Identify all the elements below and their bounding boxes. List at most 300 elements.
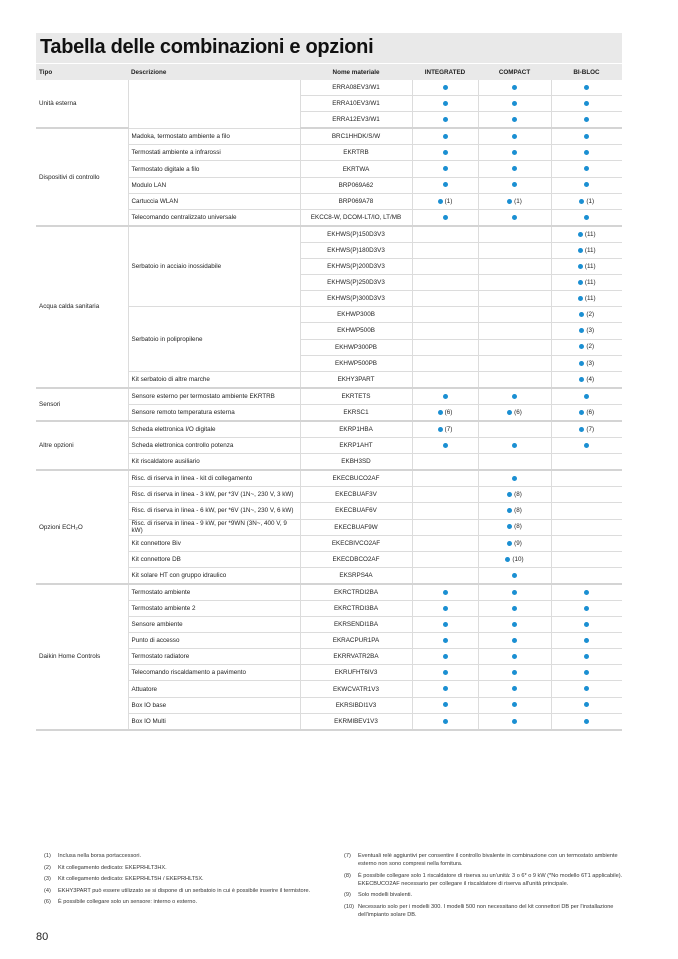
material-name: ERRA08EV3/W1 (300, 80, 412, 96)
footnote (44, 875, 334, 883)
availability-compact (478, 713, 551, 730)
availability-integrated (412, 584, 478, 601)
available-dot-icon (512, 622, 517, 627)
available-dot-icon (512, 719, 517, 724)
availability-bi-bloc (551, 339, 622, 355)
available-dot-icon (438, 410, 443, 415)
available-dot-icon (512, 590, 517, 595)
availability-bi-bloc (551, 404, 622, 421)
available-dot-icon (443, 622, 448, 627)
footnote-ref: (10) (512, 555, 524, 563)
available-dot-icon (584, 85, 589, 90)
availability-integrated (412, 177, 478, 193)
availability-integrated (412, 567, 478, 584)
availability-integrated (412, 404, 478, 421)
available-dot-icon (512, 215, 517, 220)
available-dot-icon (512, 134, 517, 139)
header-integrated: INTEGRATED (412, 64, 478, 80)
footnote-text: Solo modelli bivalenti. (358, 892, 413, 898)
available-dot-icon (443, 215, 448, 220)
material-name: EKHY3PART (300, 371, 412, 388)
available-dot-icon (584, 638, 589, 643)
availability-compact (478, 355, 551, 371)
material-name: EKECBIVCO2AF (300, 535, 412, 551)
available-dot-icon (443, 117, 448, 122)
footnote-ref: (8) (514, 507, 522, 515)
available-dot-icon (438, 199, 443, 204)
material-name: EKRTWA (300, 161, 412, 177)
available-dot-icon (507, 541, 512, 546)
available-dot-icon (578, 280, 583, 285)
available-dot-icon (507, 199, 512, 204)
availability-compact (478, 339, 551, 355)
row-type: Unità esterna (36, 80, 128, 128)
availability-compact (478, 209, 551, 226)
availability-integrated (412, 388, 478, 405)
availability-compact (478, 487, 551, 503)
available-dot-icon (512, 670, 517, 675)
available-dot-icon (512, 85, 517, 90)
header-tipo: Tipo (36, 64, 128, 80)
available-dot-icon (512, 638, 517, 643)
availability-bi-bloc (551, 584, 622, 601)
availability-compact (478, 323, 551, 339)
availability-bi-bloc (551, 551, 622, 567)
available-dot-icon (438, 427, 443, 432)
available-dot-icon (584, 134, 589, 139)
header-nome-materiale: Nome materiale (300, 64, 412, 80)
available-dot-icon (505, 557, 510, 562)
availability-bi-bloc (551, 617, 622, 633)
material-name: EKECBUAF3V (300, 487, 412, 503)
row-description: Serbatoio in acciaio inossidabile (128, 226, 300, 307)
footnote-text: Necessario solo per i modelli 300. I modelli 500 non necessitano del kit connettori DB per l'installazione dell'impianto solare DB. (358, 903, 614, 918)
available-dot-icon (507, 508, 512, 513)
combinations-table (36, 64, 622, 731)
footnote-number: (2) (44, 864, 51, 871)
availability-compact (478, 697, 551, 713)
row-type: Sensori (36, 388, 128, 421)
availability-bi-bloc (551, 209, 622, 226)
availability-integrated (412, 307, 478, 323)
availability-integrated (412, 487, 478, 503)
availability-compact (478, 601, 551, 617)
header-compact: COMPACT (478, 64, 551, 80)
row-description: Madoka, termostato ambiente a filo (128, 128, 300, 145)
availability-integrated (412, 601, 478, 617)
material-name: EKECDBCO2AF (300, 551, 412, 567)
footnote (344, 891, 634, 899)
availability-integrated (412, 145, 478, 161)
availability-integrated (412, 96, 478, 112)
availability-compact (478, 128, 551, 145)
available-dot-icon (579, 344, 584, 349)
footnote-number: (4) (44, 887, 51, 894)
row-description: Risc. di riserva in linea - 3 kW, per *3V (1N~, 230 V, 3 kW) (128, 487, 300, 503)
availability-compact (478, 371, 551, 388)
availability-integrated (412, 275, 478, 291)
row-description: Kit riscaldatore ausiliario (128, 454, 300, 471)
availability-bi-bloc (551, 177, 622, 193)
availability-integrated (412, 291, 478, 307)
availability-compact (478, 307, 551, 323)
footnote-ref: (11) (584, 279, 596, 287)
available-dot-icon (443, 166, 448, 171)
availability-bi-bloc (551, 487, 622, 503)
availability-bi-bloc (551, 96, 622, 112)
availability-integrated (412, 649, 478, 665)
availability-integrated (412, 421, 478, 438)
availability-integrated (412, 665, 478, 681)
availability-integrated (412, 713, 478, 730)
available-dot-icon (512, 654, 517, 659)
available-dot-icon (584, 622, 589, 627)
availability-integrated (412, 535, 478, 551)
availability-integrated (412, 112, 478, 129)
footnote-ref: (9) (514, 539, 522, 547)
header-descrizione: Descrizione (128, 64, 300, 80)
availability-compact (478, 388, 551, 405)
available-dot-icon (584, 101, 589, 106)
material-name: EKHWS(P)300D3V3 (300, 291, 412, 307)
row-description: Termostato digitale a filo (128, 161, 300, 177)
material-name: BRP069A78 (300, 193, 412, 209)
available-dot-icon (578, 296, 583, 301)
availability-compact (478, 649, 551, 665)
header-bi-bloc: BI-BLOC (551, 64, 622, 80)
available-dot-icon (584, 443, 589, 448)
table-row (36, 226, 622, 243)
availability-compact (478, 681, 551, 697)
material-name: EKRCTRDI2BA (300, 584, 412, 601)
row-description: Risc. di riserva in linea - kit di collegamento (128, 470, 300, 487)
material-name: EKRMIBEV1V3 (300, 713, 412, 730)
footnote-ref: (11) (584, 246, 596, 254)
available-dot-icon (512, 443, 517, 448)
availability-bi-bloc (551, 371, 622, 388)
available-dot-icon (579, 377, 584, 382)
material-name: EKECBUAF6V (300, 503, 412, 519)
available-dot-icon (512, 101, 517, 106)
availability-integrated (412, 519, 478, 535)
available-dot-icon (443, 85, 448, 90)
available-dot-icon (584, 215, 589, 220)
material-name: EKSRPS4A (300, 567, 412, 584)
available-dot-icon (512, 150, 517, 155)
availability-bi-bloc (551, 242, 622, 258)
row-description: Risc. di riserva in linea - 9 kW, per *9WN (3N~, 400 V, 9 kW) (128, 519, 300, 535)
availability-integrated (412, 681, 478, 697)
availability-integrated (412, 193, 478, 209)
material-name: EKRP1AHT (300, 438, 412, 454)
available-dot-icon (443, 150, 448, 155)
availability-integrated (412, 438, 478, 454)
available-dot-icon (507, 492, 512, 497)
footnote-number: (1) (44, 853, 51, 859)
material-name: BRP069A62 (300, 177, 412, 193)
availability-bi-bloc (551, 193, 622, 209)
available-dot-icon (443, 134, 448, 139)
availability-bi-bloc (551, 291, 622, 307)
material-name: EKHWP300B (300, 307, 412, 323)
footnote (44, 898, 334, 906)
footnote-ref: (6) (586, 408, 595, 416)
available-dot-icon (443, 394, 448, 399)
row-description: Serbatoio in polipropilene (128, 307, 300, 371)
availability-integrated (412, 633, 478, 649)
footnote-text: Inclusa nella borsa portaccessori. (58, 853, 142, 859)
available-dot-icon (512, 686, 517, 691)
availability-compact (478, 617, 551, 633)
material-name: EKRTRB (300, 145, 412, 161)
footnote-ref: (4) (586, 375, 595, 383)
material-name: EKECBUCO2AF (300, 470, 412, 487)
material-name: EKHWS(P)180D3V3 (300, 242, 412, 258)
availability-bi-bloc (551, 665, 622, 681)
availability-integrated (412, 161, 478, 177)
footnote (344, 852, 634, 868)
footnote-ref: (7) (444, 425, 453, 433)
available-dot-icon (443, 101, 448, 106)
availability-bi-bloc (551, 438, 622, 454)
available-dot-icon (579, 410, 584, 415)
footnote-text: È possibile collegare solo 1 riscaldatore di riserva su un'unità: 3 o 6* o 9 kW (*No modello 6T1 applicabile). EKECBUCO2AF necessario per collegare il riscaldatore di riserva all'unità principale. (358, 872, 623, 887)
title-band (36, 33, 622, 63)
availability-compact (478, 96, 551, 112)
availability-bi-bloc (551, 454, 622, 471)
availability-integrated (412, 454, 478, 471)
available-dot-icon (443, 654, 448, 659)
row-description: Cartuccia WLAN (128, 193, 300, 209)
material-name: EKRSIBDI1V3 (300, 697, 412, 713)
page-number: 80 (36, 931, 49, 943)
availability-bi-bloc (551, 307, 622, 323)
footnote-ref: (1) (444, 197, 453, 205)
row-description: Sensore esterno per termostato ambiente EKRTRB (128, 388, 300, 405)
available-dot-icon (579, 328, 584, 333)
availability-compact (478, 404, 551, 421)
footnote-number: (8) (344, 872, 351, 879)
footnote-ref: (3) (586, 359, 595, 367)
availability-bi-bloc (551, 713, 622, 730)
availability-bi-bloc (551, 633, 622, 649)
availability-compact (478, 80, 551, 96)
available-dot-icon (443, 590, 448, 595)
availability-bi-bloc (551, 355, 622, 371)
footnote-number: (9) (344, 892, 351, 898)
row-type: Opzioni ECH₂O (36, 470, 128, 584)
availability-integrated (412, 209, 478, 226)
footnote (44, 852, 334, 860)
available-dot-icon (512, 702, 517, 707)
available-dot-icon (584, 686, 589, 691)
availability-bi-bloc (551, 649, 622, 665)
footnote-number: (3) (44, 876, 51, 882)
material-name: ERRA10EV3/W1 (300, 96, 412, 112)
availability-bi-bloc (551, 681, 622, 697)
footnote (344, 872, 634, 888)
availability-bi-bloc (551, 80, 622, 96)
availability-integrated (412, 617, 478, 633)
available-dot-icon (443, 719, 448, 724)
row-description: Kit serbatoio di altre marche (128, 371, 300, 388)
availability-compact (478, 535, 551, 551)
material-name: EKHWS(P)250D3V3 (300, 275, 412, 291)
available-dot-icon (584, 606, 589, 611)
footnote-ref: (2) (586, 343, 595, 351)
table-row (36, 128, 622, 145)
available-dot-icon (584, 182, 589, 187)
available-dot-icon (584, 394, 589, 399)
available-dot-icon (512, 166, 517, 171)
available-dot-icon (443, 606, 448, 611)
row-type: Dispositivi di controllo (36, 128, 128, 226)
available-dot-icon (579, 361, 584, 366)
material-name: EKCC8-W, DCOM-LT/IO, LT/MB (300, 209, 412, 226)
row-type: Daikin Home Controls (36, 584, 128, 730)
availability-compact (478, 161, 551, 177)
availability-compact (478, 519, 551, 535)
availability-compact (478, 470, 551, 487)
availability-compact (478, 454, 551, 471)
available-dot-icon (512, 573, 517, 578)
availability-bi-bloc (551, 601, 622, 617)
footnote-ref: (6) (444, 408, 453, 416)
material-name: EKHWP500PB (300, 355, 412, 371)
row-description: Termostato radiatore (128, 649, 300, 665)
availability-compact (478, 584, 551, 601)
availability-compact (478, 665, 551, 681)
availability-compact (478, 438, 551, 454)
footnote-ref: (6) (514, 408, 522, 416)
availability-bi-bloc (551, 503, 622, 519)
footnote-ref: (1) (514, 197, 522, 205)
row-description: Punto di accesso (128, 633, 300, 649)
footnote (44, 887, 334, 895)
row-description: Kit connettore Biv (128, 535, 300, 551)
row-description: Telecomando riscaldamento a pavimento (128, 665, 300, 681)
available-dot-icon (443, 443, 448, 448)
available-dot-icon (512, 394, 517, 399)
material-name: ERRA12EV3/W1 (300, 112, 412, 129)
page-title: Tabella delle combinazioni e opzioni (40, 36, 374, 58)
availability-bi-bloc (551, 567, 622, 584)
availability-bi-bloc (551, 275, 622, 291)
availability-compact (478, 291, 551, 307)
available-dot-icon (512, 117, 517, 122)
footnote (44, 864, 334, 872)
footnote-text: Kit collegamento dedicato: EKEPRHLT5H / EKEPRHLT5X. (58, 876, 204, 882)
table-row (36, 584, 622, 601)
availability-bi-bloc (551, 421, 622, 438)
availability-compact (478, 551, 551, 567)
available-dot-icon (443, 686, 448, 691)
row-description: Scheda elettronica controllo potenza (128, 438, 300, 454)
material-name: EKRP1HBA (300, 421, 412, 438)
available-dot-icon (507, 410, 512, 415)
availability-bi-bloc (551, 226, 622, 243)
available-dot-icon (584, 702, 589, 707)
availability-compact (478, 259, 551, 275)
footnotes-left (44, 852, 334, 910)
availability-integrated (412, 371, 478, 388)
footnote-text: EKHY3PART può essere utilizzato se si dispone di un serbatoio in cui è possibile inserire il termistore. (58, 887, 311, 894)
footnote-number: (10) (344, 903, 354, 910)
availability-integrated (412, 551, 478, 567)
availability-compact (478, 567, 551, 584)
availability-bi-bloc (551, 259, 622, 275)
material-name: EKRUFHT6IV3 (300, 665, 412, 681)
available-dot-icon (443, 702, 448, 707)
availability-compact (478, 242, 551, 258)
row-description: Modulo LAN (128, 177, 300, 193)
row-description: Termostato ambiente (128, 584, 300, 601)
footnote-ref: (11) (584, 295, 596, 303)
footnote-ref: (11) (584, 262, 596, 270)
availability-compact (478, 503, 551, 519)
footnote-ref: (8) (514, 523, 522, 531)
availability-compact (478, 145, 551, 161)
availability-integrated (412, 323, 478, 339)
available-dot-icon (579, 199, 584, 204)
availability-compact (478, 193, 551, 209)
available-dot-icon (578, 232, 583, 237)
footnote-number: (7) (344, 853, 351, 859)
table-row (36, 388, 622, 405)
available-dot-icon (578, 264, 583, 269)
material-name: EKHWP500B (300, 323, 412, 339)
row-description: Sensore remoto temperatura esterna (128, 404, 300, 421)
footnote-ref: (8) (514, 491, 522, 499)
availability-integrated (412, 80, 478, 96)
row-description: Scheda elettronica I/O digitale (128, 421, 300, 438)
available-dot-icon (578, 248, 583, 253)
available-dot-icon (584, 590, 589, 595)
material-name: EKHWS(P)150D3V3 (300, 226, 412, 243)
material-name: EKHWS(P)200D3V3 (300, 259, 412, 275)
available-dot-icon (512, 476, 517, 481)
available-dot-icon (584, 166, 589, 171)
row-description: Telecomando centralizzato universale (128, 209, 300, 226)
table-row (36, 470, 622, 487)
availability-integrated (412, 242, 478, 258)
row-description: Box IO Multi (128, 713, 300, 730)
footnote (344, 903, 634, 919)
footnote-ref: (2) (586, 311, 595, 319)
availability-integrated (412, 470, 478, 487)
availability-integrated (412, 355, 478, 371)
availability-integrated (412, 259, 478, 275)
availability-bi-bloc (551, 697, 622, 713)
available-dot-icon (584, 719, 589, 724)
availability-bi-bloc (551, 112, 622, 129)
row-type: Acqua calda sanitaria (36, 226, 128, 388)
footnote-text: È possibile collegare solo un sensore: interno o esterno. (58, 899, 197, 905)
available-dot-icon (584, 670, 589, 675)
available-dot-icon (584, 117, 589, 122)
row-description: Termostati ambiente a infrarossi (128, 145, 300, 161)
row-description: Kit solare HT con gruppo idraulico (128, 567, 300, 584)
footnote-ref: (7) (586, 425, 595, 433)
material-name: EKRCTRDI3BA (300, 601, 412, 617)
availability-bi-bloc (551, 388, 622, 405)
material-name: EKHWP300PB (300, 339, 412, 355)
row-description: Risc. di riserva in linea - 6 kW, per *6V (1N~, 230 V, 6 kW) (128, 503, 300, 519)
material-name: EKECBUAF9W (300, 519, 412, 535)
material-name: EKBH3SD (300, 454, 412, 471)
material-name: BRC1HHDK/S/W (300, 128, 412, 145)
available-dot-icon (443, 670, 448, 675)
